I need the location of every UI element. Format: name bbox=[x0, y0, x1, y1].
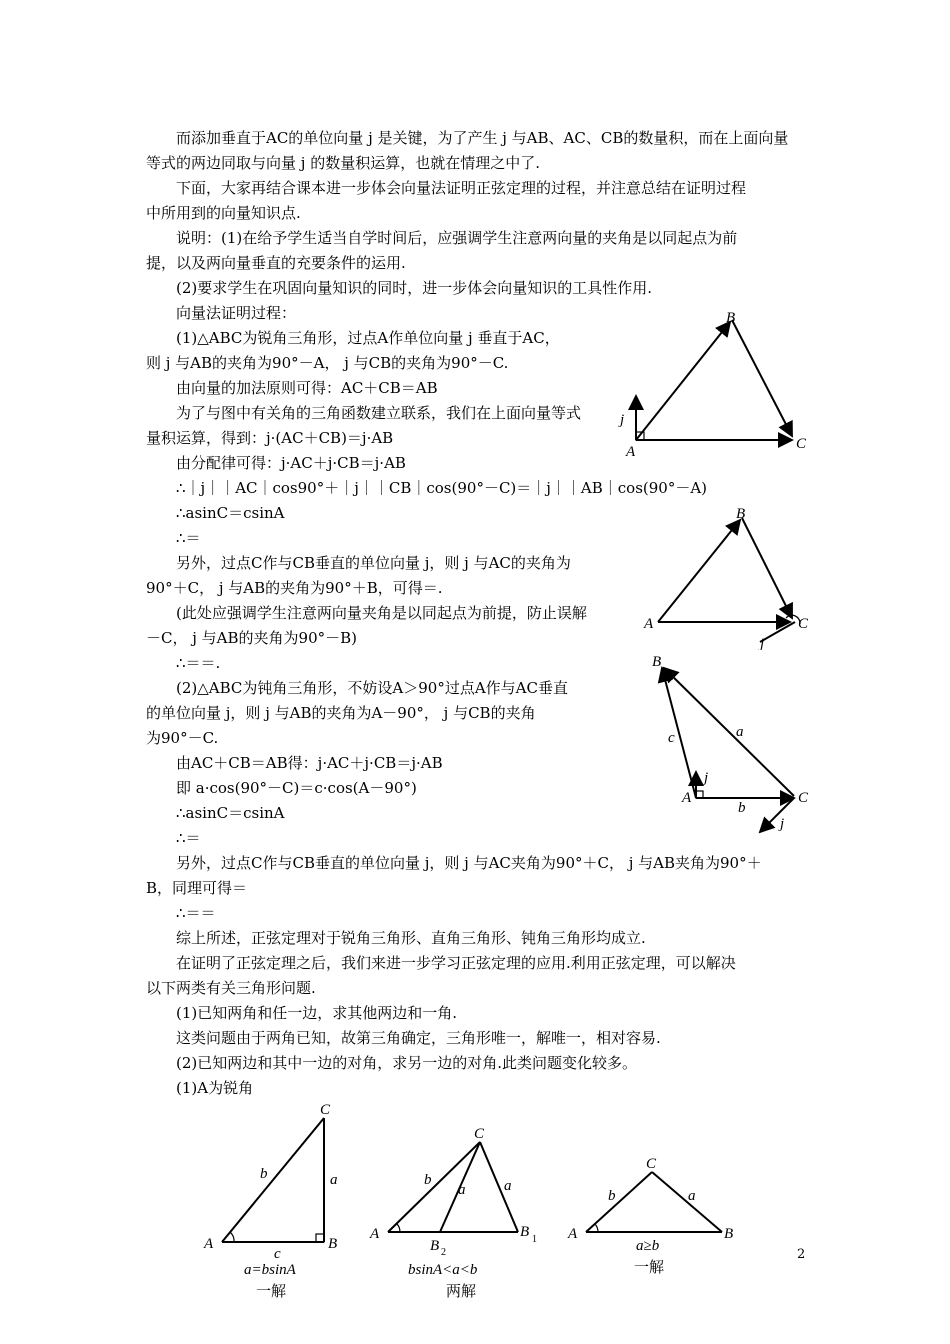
label-a: A bbox=[626, 444, 636, 460]
label-a: A bbox=[370, 1226, 380, 1242]
text-line: (1)△ABC为锐角三角形，过点A作单位向量 j 垂直于AC， bbox=[176, 329, 560, 347]
label-c: C bbox=[474, 1126, 485, 1142]
text-line: 量积运算，得到：j·(AC＋CB)＝j·AB bbox=[146, 429, 394, 447]
text-line: ∴＝ bbox=[176, 829, 201, 847]
label-b: B bbox=[724, 1226, 734, 1242]
text-line: ∴asinC＝csinA bbox=[176, 504, 285, 522]
caption-fig4-condition: a=bsinA bbox=[244, 1262, 296, 1278]
label-j: j bbox=[760, 636, 765, 650]
vector-j bbox=[760, 622, 795, 642]
label-c: C bbox=[796, 436, 807, 452]
figure-obtuse-triangle bbox=[648, 652, 818, 840]
text-line: B，同理可得＝ bbox=[146, 879, 248, 897]
label-side-a: a bbox=[330, 1172, 338, 1188]
label-b2: B bbox=[430, 1238, 440, 1254]
text-line: ∴｜j｜｜AC｜cos90°＋｜j｜｜CB｜cos(90°－C)＝｜j｜｜AB｜cos(90°－A) bbox=[176, 479, 708, 497]
text-line: 90°＋C， j 与AB的夹角为90°＋B，可得＝. bbox=[146, 579, 443, 597]
label-b: B bbox=[726, 310, 736, 326]
text-line: 而添加垂直于AC的单位向量 j 是关键，为了产生 j 与AB、AC、CB的数量积，而在上面向量 bbox=[176, 129, 789, 147]
label-b: B bbox=[736, 506, 746, 522]
text-line: (2)△ABC为钝角三角形，不妨设A＞90°过点A作与AC垂直 bbox=[176, 679, 568, 697]
caption-fig5-solutions: 两解 bbox=[446, 1284, 477, 1300]
page-number: 2 bbox=[797, 1247, 806, 1262]
text-line: ∴asinC＝csinA bbox=[176, 804, 285, 822]
text-line: 说明：(1)在给予学生适当自学时间后，应强调学生注意两向量的夹角是以同起点为前 bbox=[176, 229, 738, 247]
label-b2-subscript: 2 bbox=[441, 1247, 446, 1258]
label-c: C bbox=[798, 616, 809, 632]
vector-cb bbox=[732, 320, 792, 436]
label-b1-subscript: 1 bbox=[532, 1234, 537, 1245]
label-side-b: b bbox=[260, 1166, 268, 1182]
label-c: C bbox=[320, 1102, 331, 1118]
text-line: 由AC＋CB＝AB得：j·AC＋j·CB＝j·AB bbox=[176, 754, 443, 772]
label-a: A bbox=[568, 1226, 578, 1242]
text-line: 在证明了正弦定理之后，我们来进一步学习正弦定理的应用.利用正弦定理，可以解决 bbox=[176, 954, 736, 972]
text-line: 为90°－C. bbox=[146, 729, 219, 747]
figure-acute-triangle-1 bbox=[612, 306, 812, 466]
text-line: 中所用到的向量知识点. bbox=[146, 204, 301, 222]
label-side-c: c bbox=[274, 1246, 281, 1258]
vector-cb bbox=[742, 518, 792, 618]
label-c: C bbox=[798, 790, 809, 806]
text-line: ∴＝＝ bbox=[176, 904, 216, 922]
text-line: 另外，过点C作与CB垂直的单位向量 j，则 j 与AC夹角为90°＋C， j 与AB夹角为90°＋ bbox=[176, 854, 762, 872]
label-a: A bbox=[644, 616, 654, 632]
label-j: j bbox=[620, 412, 625, 428]
figure-acute-triangle-2 bbox=[640, 502, 820, 650]
figure-one-solution-right bbox=[200, 1098, 350, 1258]
label-side-a: a bbox=[688, 1188, 696, 1204]
figure-one-solution-obtuse bbox=[566, 1150, 746, 1250]
text-line: 下面，大家再结合课本进一步体会向量法证明正弦定理的过程，并注意总结在证明过程 bbox=[176, 179, 747, 197]
text-line: 综上所述，正弦定理对于锐角三角形、直角三角形、钝角三角形均成立. bbox=[176, 929, 646, 947]
text-line: ∴＝ bbox=[176, 529, 201, 547]
text-line: 即 a·cos(90°－C)＝c·cos(A－90°) bbox=[176, 779, 417, 797]
text-line: 提，以及两向量垂直的充要条件的运用. bbox=[146, 254, 406, 272]
label-b: B bbox=[652, 654, 662, 670]
vector-ab bbox=[658, 520, 740, 622]
label-b: B bbox=[328, 1236, 338, 1252]
label-j-a: j bbox=[704, 770, 709, 786]
caption-fig6-solutions: 一解 bbox=[634, 1260, 665, 1276]
label-b1: B bbox=[520, 1224, 530, 1240]
label-side-b: b bbox=[424, 1172, 432, 1188]
text-line: 由向量的加法原则可得：AC＋CB＝AB bbox=[176, 379, 438, 397]
label-side-a-1: a bbox=[458, 1182, 466, 1198]
text-line: 则 j 与AB的夹角为90°－A， j 与CB的夹角为90°－C. bbox=[146, 354, 509, 372]
text-line: 为了与图中有关角的三角函数建立联系，我们在上面向量等式 bbox=[176, 404, 582, 422]
caption-fig6-condition: a≥b bbox=[636, 1238, 660, 1254]
text-line: (此处应强调学生注意两向量夹角是以同起点为前提，防止误解 bbox=[176, 604, 587, 622]
vector-cb bbox=[664, 668, 794, 796]
caption-fig5-condition: bsinA<a<b bbox=[408, 1262, 478, 1278]
figure-two-solutions bbox=[368, 1122, 548, 1258]
text-line: 向量法证明过程： bbox=[176, 304, 297, 322]
label-a: A bbox=[682, 790, 692, 806]
text-line: (2)已知两边和其中一边的对角，求另一边的对角.此类问题变化较多。 bbox=[176, 1054, 638, 1072]
text-line: (1)A为锐角 bbox=[176, 1079, 254, 1097]
text-line: 这类问题由于两角已知，故第三角确定，三角形唯一，解唯一，相对容易. bbox=[176, 1029, 661, 1047]
text-line: －C， j 与AB的夹角为90°－B) bbox=[146, 629, 357, 647]
label-side-a: a bbox=[736, 724, 744, 740]
text-line: ∴＝＝. bbox=[176, 654, 221, 672]
label-a: A bbox=[204, 1236, 214, 1252]
label-side-b: b bbox=[738, 800, 746, 816]
text-line: (2)要求学生在巩固向量知识的同时，进一步体会向量知识的工具性作用. bbox=[176, 279, 653, 297]
text-line: 由分配律可得：j·AC＋j·CB＝j·AB bbox=[176, 454, 406, 472]
text-line: 等式的两边同取与向量 j 的数量积运算，也就在情理之中了. bbox=[146, 154, 540, 172]
text-line: 的单位向量 j，则 j 与AB的夹角为A－90°， j 与CB的夹角 bbox=[146, 704, 536, 722]
label-side-b: b bbox=[608, 1188, 616, 1204]
text-line: (1)已知两角和任一边，求其他两边和一角. bbox=[176, 1004, 458, 1022]
vector-ab bbox=[636, 322, 730, 440]
text-line: 另外，过点C作与CB垂直的单位向量 j，则 j 与AC的夹角为 bbox=[176, 554, 571, 572]
text-line: 以下两类有关三角形问题. bbox=[146, 979, 316, 997]
label-c: C bbox=[646, 1156, 657, 1172]
caption-fig4-solutions: 一解 bbox=[256, 1284, 287, 1300]
label-j-c: j bbox=[780, 816, 785, 832]
label-side-a-2: a bbox=[504, 1178, 512, 1194]
vector-j-at-c bbox=[760, 798, 794, 832]
label-side-c: c bbox=[668, 730, 675, 746]
